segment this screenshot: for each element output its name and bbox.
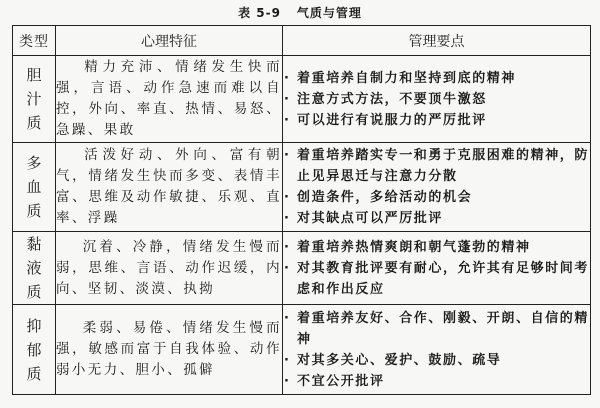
management-point: · 着重培养踏实专一和勇于克服困难的精神，防止见异思迁与注意力分散 [283,145,590,187]
table-row-phlegmatic [13,232,591,305]
header-row [13,26,591,56]
management-point: · 创造条件，多给活动的机会 [283,187,590,208]
management-point: · 可以进行有说服力的严厉批评 [283,110,590,131]
type-char: 黏 [26,235,42,253]
header-type: 类型 [13,26,56,56]
management-cell [283,143,591,232]
type-char: 液 [26,259,42,277]
management-point: · 对其缺点可以严厉批评 [283,208,590,229]
traits-cell [56,232,283,305]
type-char: 郁 [26,340,42,359]
management-point: · 对其教育批评要有耐心，允许其有足够时间考虑和作出反应 [283,258,590,300]
traits-text: 沉着、冷静，情绪发生慢而弱，思维、言语、动作迟缓，内向、坚韧、淡漠、执拗 [56,238,282,297]
traits-cell [56,56,283,143]
management-points [283,145,590,229]
table-title: 气质与管理 [296,6,362,20]
management-cell [283,232,591,305]
table-caption [0,4,600,21]
type-char: 抑 [26,316,42,335]
type-char: 质 [26,283,42,301]
management-points [283,308,590,392]
management-cell [283,305,591,395]
type-char: 质 [26,202,42,220]
temperament-management-table [12,25,591,395]
type-cell [13,232,56,305]
traits-text: 精力充沛、情绪发生快而强，言语、动作急速而难以自控，外向、率直、热情、易怒、急躁、果敢 [56,59,282,138]
type-char: 胆 [26,66,42,84]
type-char: 多 [26,154,42,172]
traits-cell [56,143,283,232]
table-number: 表 5-9 [238,6,281,20]
management-cell [283,56,591,143]
management-point: · 不宜公开批评 [283,371,590,392]
management-point: · 注意方式方法，不要顶牛激怒 [283,89,590,110]
header-management: 管理要点 [283,26,591,56]
type-char: 血 [26,178,42,196]
management-points [283,237,590,300]
traits-text: 柔弱、易倦、情绪发生慢而强，敏感而富于自我体验、动作弱小无力、胆小、孤僻 [56,320,282,378]
type-char: 质 [26,114,42,132]
type-char: 汁 [26,90,42,108]
table-row-choleric [13,56,591,143]
traits-text: 活泼好动、外向、富有朝气，情绪发生快而多变、表情丰富、思维及动作敏捷、乐观、直率、浮躁 [56,147,282,226]
management-point: · 对其多关心、爱护、鼓励、疏导 [283,350,590,371]
table-row-sanguine [13,143,591,232]
traits-cell [56,305,283,395]
management-point: · 着重培养自制力和坚持到底的精神 [283,68,590,89]
management-point: · 着重培养热情爽朗和朝气蓬勃的精神 [283,237,590,258]
type-cell [13,305,56,395]
management-points [283,68,590,131]
management-point: · 着重培养友好、合作、刚毅、开朗、自信的精神 [283,308,590,350]
table-row-melancholic [13,305,591,395]
type-char: 质 [26,364,42,383]
type-cell [13,143,56,232]
type-cell [13,56,56,143]
header-traits: 心理特征 [56,26,283,56]
